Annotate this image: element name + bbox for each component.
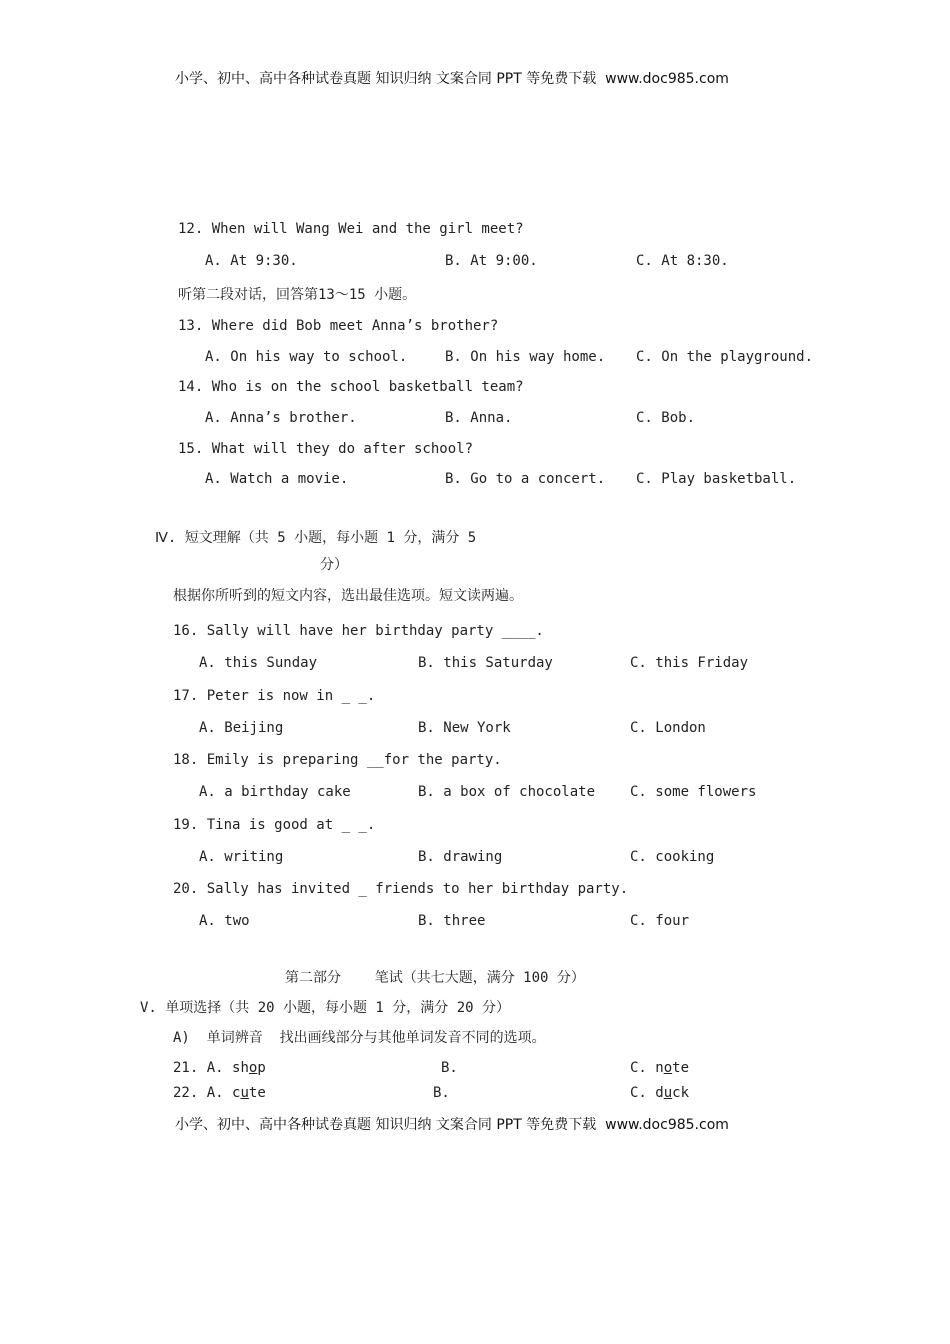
word-part: C. n <box>630 1060 664 1076</box>
option-b: B. three <box>418 913 486 929</box>
word-part: p <box>257 1060 266 1076</box>
page-header <box>175 70 729 88</box>
option-a: A. this Sunday <box>199 655 318 671</box>
section-title: V. 单项选择（共 20 小题，每小题 1 分，满分 20 分） <box>140 1000 511 1016</box>
option-a: A. At 9:30. <box>205 253 298 269</box>
question-stem: 17. Peter is now in _ _. <box>173 688 376 704</box>
underlined-letter: o <box>248 1060 258 1076</box>
option-c: C. four <box>630 913 690 929</box>
dialog-instruction: 听第二段对话，回答第13～15 小题。 <box>178 287 417 303</box>
option-a: A. Beijing <box>199 720 284 736</box>
word-part: ck <box>672 1085 690 1101</box>
part-title: 第二部分 笔试（共七大题，满分 100 分） <box>285 970 585 986</box>
option-c: C. London <box>630 720 706 736</box>
question-stem: 15. What will they do after school? <box>178 441 474 457</box>
option-c <box>630 1084 689 1102</box>
option-b: B. this Saturday <box>418 655 553 671</box>
question-stem: 14. Who is on the school basketball team? <box>178 379 524 395</box>
section-title: Ⅳ. 短文理解（共 5 小题，每小题 1 分，满分 5 <box>155 530 477 546</box>
option-c <box>630 1059 689 1077</box>
option-c: C. Play basketball. <box>636 471 797 487</box>
option-b: B. On his way home. <box>445 349 606 365</box>
question-stem: 13. Where did Bob meet Anna’s brother? <box>178 318 499 334</box>
underlined-letter: o <box>663 1060 673 1076</box>
option-c: C. this Friday <box>630 655 749 671</box>
footer-text: 小学、初中、高中各种试卷真题 知识归纳 文案合同 PPT 等免费下载 <box>175 1117 597 1133</box>
word-part: c <box>232 1085 241 1101</box>
word-part: C. d <box>630 1085 664 1101</box>
underlined-letter: u <box>663 1085 673 1101</box>
question-number: 22. A. <box>173 1085 233 1101</box>
question-stem: 12. When will Wang Wei and the girl meet? <box>178 221 524 237</box>
question-stem: 19. Tina is good at _ _. <box>173 817 376 833</box>
option-a: A. Watch a movie. <box>205 471 349 487</box>
option-b: B. a box of chocolate <box>418 784 596 800</box>
question-number: 21. A. <box>173 1060 233 1076</box>
question-stem: 18. Emily is preparing __for the party. <box>173 752 502 768</box>
question-stem: 16. Sally will have her birthday party ____. <box>173 623 544 639</box>
option-c: C. some flowers <box>630 784 757 800</box>
option-b: B. <box>433 1085 450 1101</box>
option-b: B. <box>441 1060 458 1076</box>
option-c: C. At 8:30. <box>636 253 729 269</box>
option-a: A. two <box>199 913 250 929</box>
footer-url: www.doc985.com <box>605 1117 729 1133</box>
option-c: C. On the playground. <box>636 349 814 365</box>
option-a: A. writing <box>199 849 284 865</box>
option-b: B. At 9:00. <box>445 253 538 269</box>
option-a: A. On his way to school. <box>205 349 408 365</box>
option-b: B. drawing <box>418 849 503 865</box>
option-a: A. a birthday cake <box>199 784 351 800</box>
underlined-letter: u <box>240 1085 249 1101</box>
option-a: A. Anna’s brother. <box>205 410 357 426</box>
word-part: te <box>248 1085 266 1101</box>
option-b: B. Go to a concert. <box>445 471 606 487</box>
word-part: te <box>672 1060 690 1076</box>
option-b: B. Anna. <box>445 410 513 426</box>
header-text: 小学、初中、高中各种试卷真题 知识归纳 文案合同 PPT 等免费下载 <box>175 71 597 87</box>
page-footer <box>175 1116 729 1134</box>
section-subtitle: A) 单词辨音 找出画线部分与其他单词发音不同的选项。 <box>173 1030 546 1046</box>
question-stem: 20. Sally has invited _ friends to her birthday party. <box>173 881 629 897</box>
option-c: C. Bob. <box>636 410 696 426</box>
question-21 <box>173 1059 266 1077</box>
question-22 <box>173 1084 266 1102</box>
option-c: C. cooking <box>630 849 715 865</box>
section-title-cont: 分） <box>320 557 348 573</box>
option-b: B. New York <box>418 720 511 736</box>
header-url: www.doc985.com <box>605 71 729 87</box>
word-part: sh <box>232 1060 249 1076</box>
section-instruction: 根据你所听到的短文内容，选出最佳选项。短文读两遍。 <box>173 588 523 604</box>
